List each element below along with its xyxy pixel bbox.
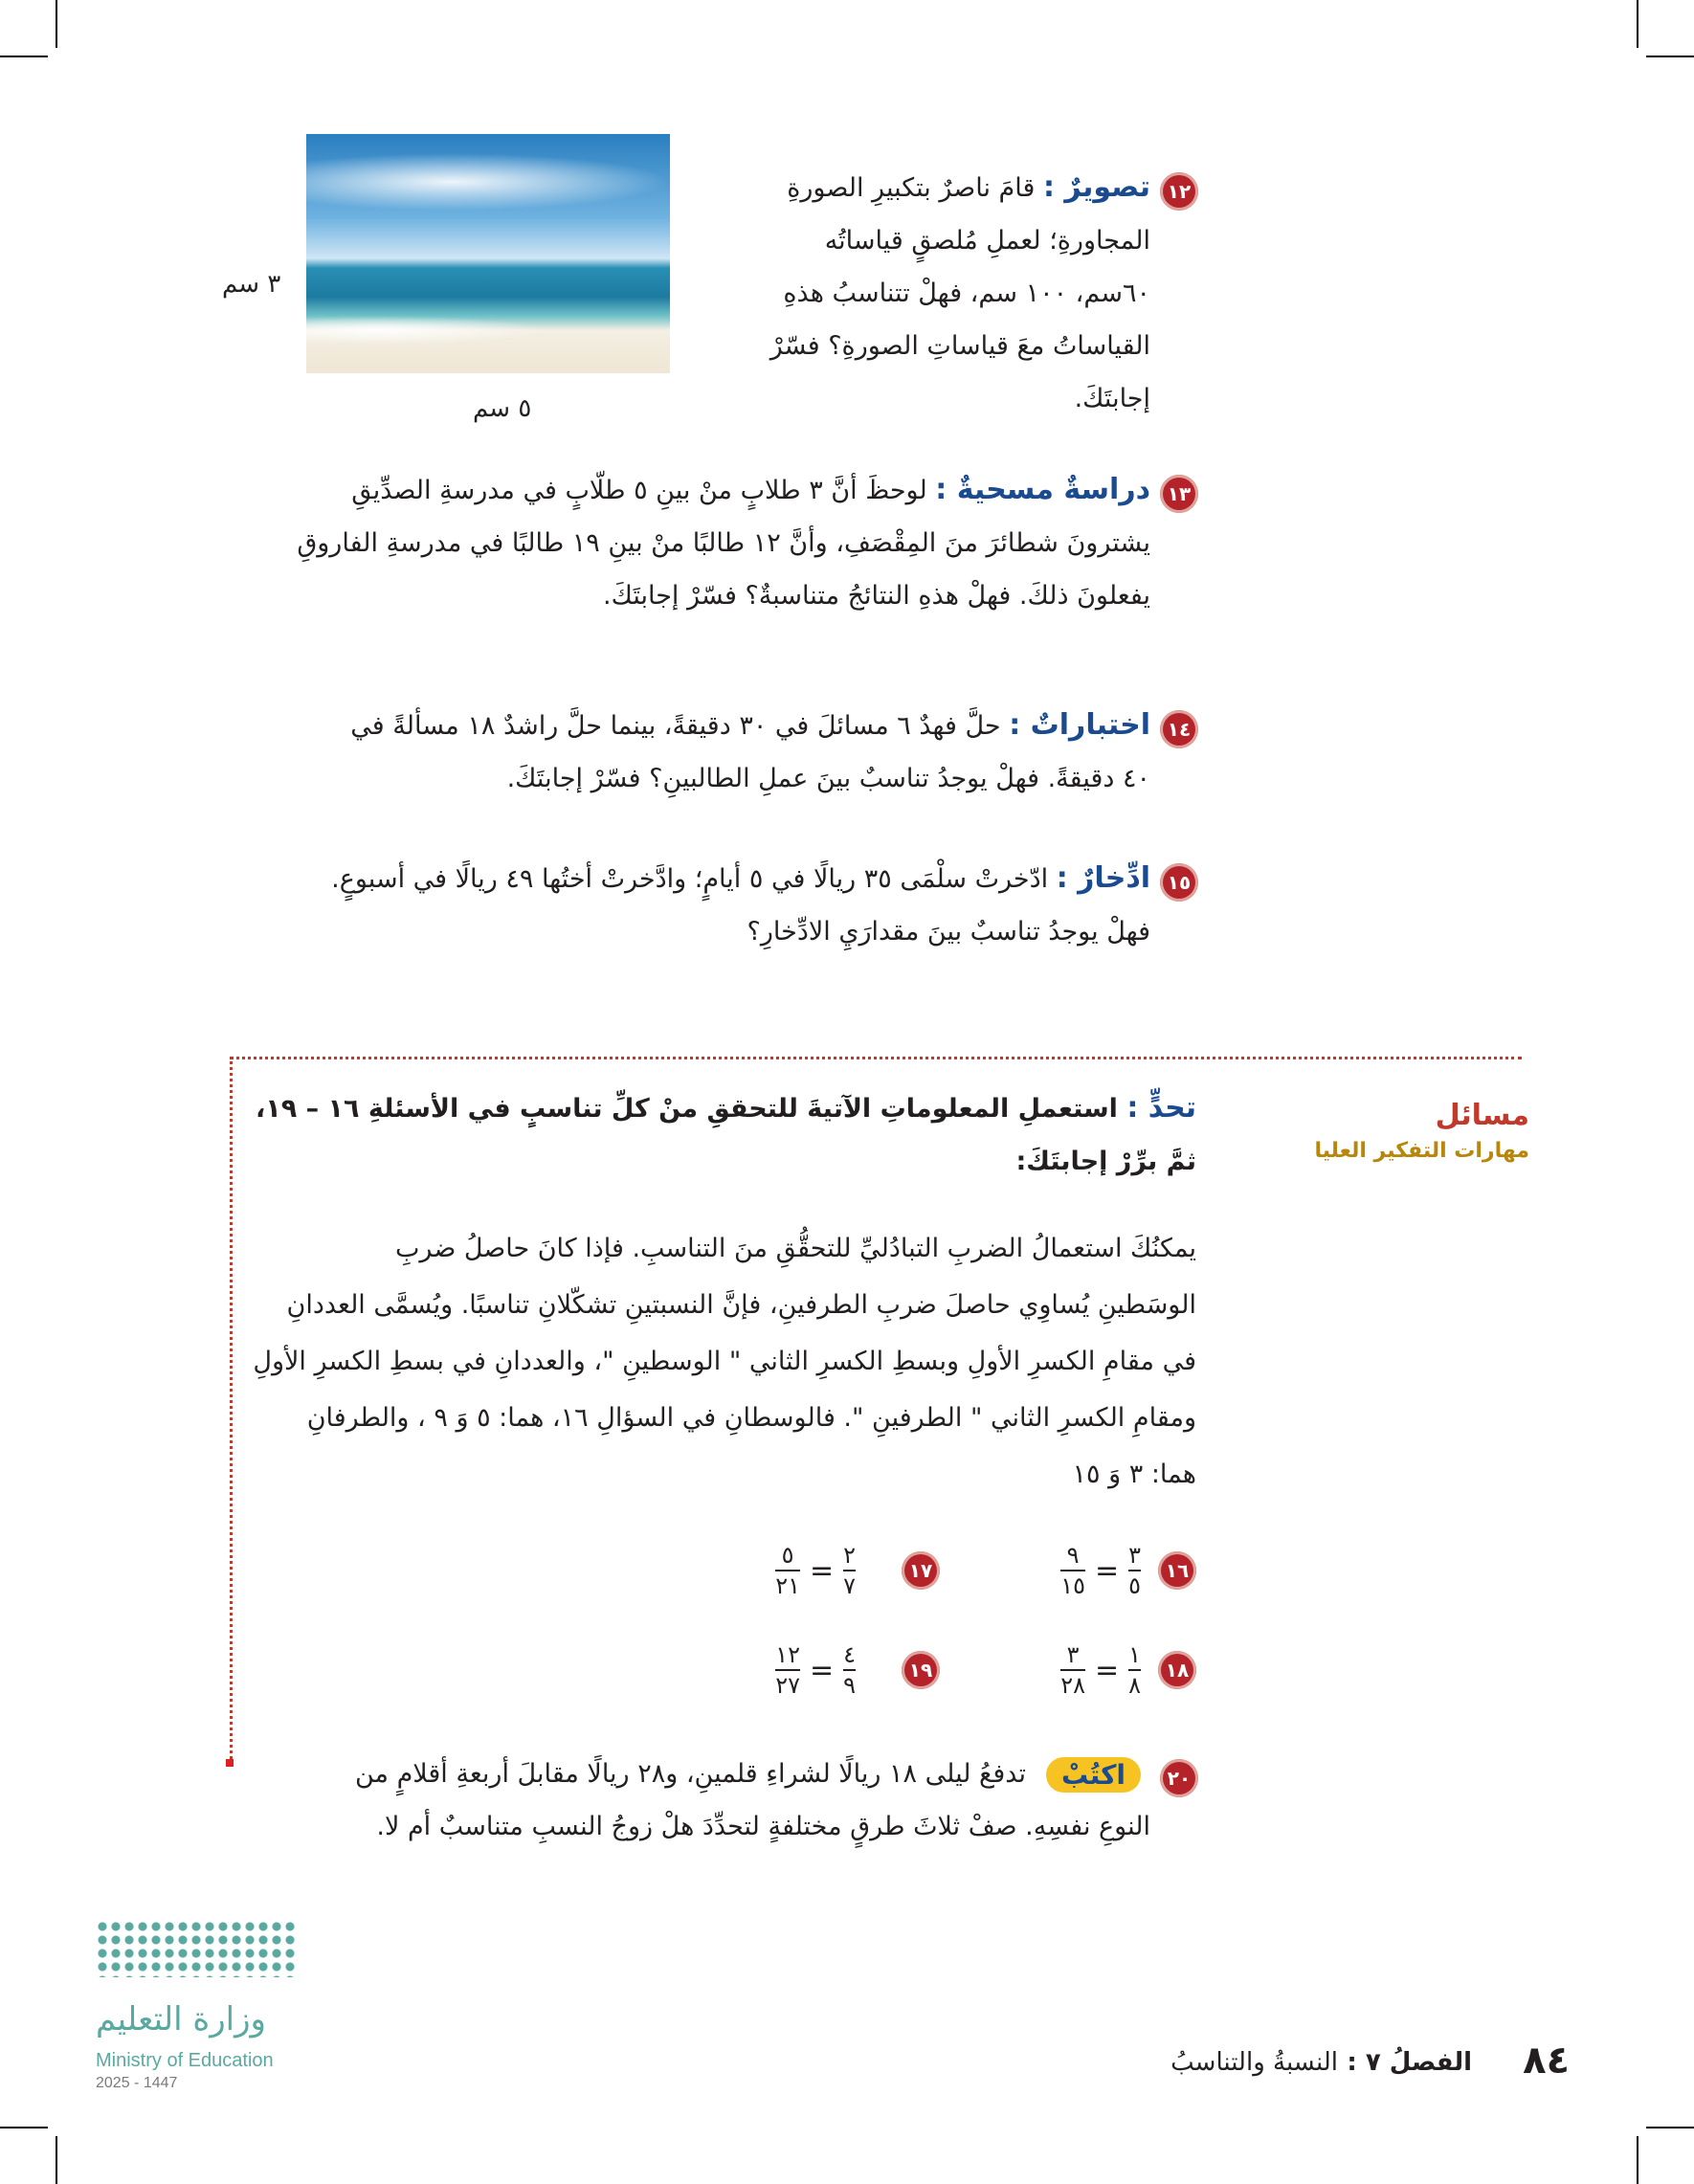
problem-number-badge: ١٥ [1160,863,1198,902]
fraction: $\frac{٩}{١٥}$ [1060,1542,1085,1599]
challenge-frame-left [230,1057,233,1765]
challenge-paragraph [239,1220,1196,1503]
fraction: $\frac{٣}{٢٨}$ [1060,1641,1085,1699]
problem-text-line: حلَّ فهدٌ ٦ مسائلَ في ٣٠ دقيقةً، بينما حلَّ راشدٌ ١٨ مسألةً في [350,711,1001,741]
fraction: $\frac{٢}{٧}$ [843,1542,856,1599]
paragraph-line: هما: ٣ وَ ١٥ [1072,1460,1196,1489]
exercise-number-badge: ١٦ [1158,1551,1196,1590]
paragraph-line: الوسَطينِ يُساوِي حاصلَ ضربِ الطرفينِ، فإنَّ النسبتينِ تشكّلانِ تناسبًا. ويُسمَّى العددانِ [286,1290,1196,1320]
problem-15 [270,852,1150,958]
problem-text-line: لوحظَ أنَّ ٣ طلابٍ منْ بينِ ٥ طلّابٍ في مدرسةِ الصدِّيقِ [351,476,927,505]
fraction: $\frac{١}{٨}$ [1128,1641,1141,1699]
problem-14 [270,699,1150,805]
problem-text-line: فهلْ يوجدُ تناسبٌ بينَ مقدارَيِ الادِّخارِ؟ [747,917,1150,947]
problem-20 [270,1748,1150,1853]
problem-text-line: ٦٠سم، ١٠٠ سم، فهلْ تتناسبُ هذهِ [783,279,1150,308]
challenge-text-line: استعملِ المعلوماتِ الآتيةَ للتحققِ منْ كلِّ تناسبٍ في الأسئلةِ ١٦ – ١٩، [256,1094,1118,1124]
photo-width-label: ٥ سم [473,394,532,423]
exercise-number-badge: ١٩ [902,1651,940,1689]
sidebar-title: مسائل [1435,1099,1529,1132]
problem-text-line: يفعلونَ ذلكَ. فهلْ هذهِ النتائجُ متناسبةٌ؟ فسّرْ إجابتَكَ. [603,581,1150,611]
exercise-18 [1060,1642,1196,1698]
exercise-17 [775,1543,940,1598]
equals-sign: = [1094,1653,1120,1687]
crop-mark [56,2136,57,2184]
fraction: $\frac{٥}{٢١}$ [775,1542,800,1599]
problem-text-line: إجابتَكَ. [1074,384,1150,413]
equals-sign: = [809,1653,835,1687]
problem-number-badge: ١٣ [1160,475,1198,513]
chapter-title: النسبةُ والتناسبُ [1170,2048,1338,2077]
problem-number-badge: ١٢ [1160,172,1198,211]
crop-mark [1646,56,1694,57]
beach-photo [306,134,670,373]
problem-text-line: تدفعُ ليلى ١٨ ريالًا لشراءِ قلمينِ، و٢٨ ريالًا مقابلَ أربعةِ أقلامٍ من [354,1759,1026,1789]
exercise-number-badge: ١٨ [1158,1651,1196,1689]
problem-text-line: القياساتُ معَ قياساتِ الصورةِ؟ فسّرْ [769,331,1150,361]
crop-mark [1637,2136,1638,2184]
challenge-text-line: ثمَّ برِّرْ إجابتَكَ: [1015,1147,1196,1176]
photo-height-label: ٣ سم [222,270,281,299]
ministry-logo-english: Ministry of Education [96,2050,274,2071]
problem-text-line: قامَ ناصرٌ بتكبيرِ الصورةِ [787,173,1036,203]
paragraph-line: ومقامِ الكسرِ الثاني " الطرفينِ ". فالوسطانِ في السؤالِ ١٦، هما: ٥ وَ ٩ ، والطرفانِ [306,1403,1196,1433]
problem-text-line: ادّخرتْ سلْمَى ٣٥ ريالًا في ٥ أيامٍ؛ وادَّخرتْ أختُها ٤٩ ريالًا في أسبوعٍ. [331,864,1049,894]
fraction: $\frac{٤}{٩}$ [843,1641,856,1699]
problem-13 [270,463,1150,622]
problem-text-line: المجاورةِ؛ لعملِ مُلصقٍ قياساتُه [824,226,1150,256]
crop-mark [56,0,57,48]
equals-sign: = [1094,1553,1120,1588]
problem-keyword: دراسةٌ مسحيةٌ : [935,473,1150,506]
challenge-frame-top [230,1057,1522,1059]
problem-keyword: اختباراتٌ : [1009,708,1150,742]
sidebar-subtitle: مهارات التفكير العليا [1314,1139,1529,1163]
problem-keyword: تصويرٌ : [1042,170,1150,204]
equals-sign: = [809,1553,835,1588]
chapter-label: الفصلُ ٧ : [1347,2048,1472,2077]
paragraph-line: في مقامِ الكسرِ الأولِ وبسطِ الكسرِ الثاني " الوسطينِ "، والعددانِ في بسطِ الكسرِ الأولِ [253,1347,1196,1376]
challenge-heading [239,1081,1196,1188]
crop-mark [1637,0,1638,48]
problem-keyword: ادِّخارٌ : [1056,861,1150,895]
challenge-frame-end [226,1759,234,1767]
crop-mark [0,2127,48,2128]
paragraph-line: يمكنُكَ استعمالُ الضربِ التبادُليِّ للتحقُّقِ منَ التناسبِ. فإذا كانَ حاصلُ ضربِ [395,1234,1196,1263]
ministry-logo-arabic: وزارة التعليم [96,2000,266,2039]
problem-number-badge: ٢٠ [1160,1759,1198,1797]
exercise-number-badge: ١٧ [902,1551,940,1590]
problem-text-line: ٤٠ دقيقةً. فهلْ يوجدُ تناسبٌ بينَ عملِ الطالبينِ؟ فسّرْ إجابتَكَ. [506,764,1150,793]
problem-12 [672,161,1150,425]
fraction: $\frac{١٢}{٢٧}$ [775,1641,800,1699]
problem-text-line: يشترونَ شطائرَ منَ المِقْصَفِ، وأنَّ ١٢ طالبًا منْ بينِ ١٩ طالبًا في مدرسةِ الفاروقِ [297,528,1150,558]
exercise-19 [775,1642,940,1698]
crop-mark [0,56,48,57]
challenge-keyword: تحدٍّ : [1126,1091,1196,1125]
ministry-logo-year: 2025 - 1447 [96,2075,178,2091]
exercise-16 [1060,1543,1196,1598]
problem-text-line: النوعِ نفسِهِ. صفْ ثلاثَ طرقٍ مختلفةٍ لتحدِّدَ هلْ زوجُ النسبِ متناسبٌ أم لا. [376,1812,1150,1841]
ministry-logo-dots [96,1920,299,1977]
fraction: $\frac{٣}{٥}$ [1128,1542,1141,1599]
page-number: ٨٤ [1523,2039,1570,2083]
crop-mark [1646,2127,1694,2128]
write-badge: اكتُبْ [1046,1757,1141,1793]
problem-number-badge: ١٤ [1160,710,1198,748]
